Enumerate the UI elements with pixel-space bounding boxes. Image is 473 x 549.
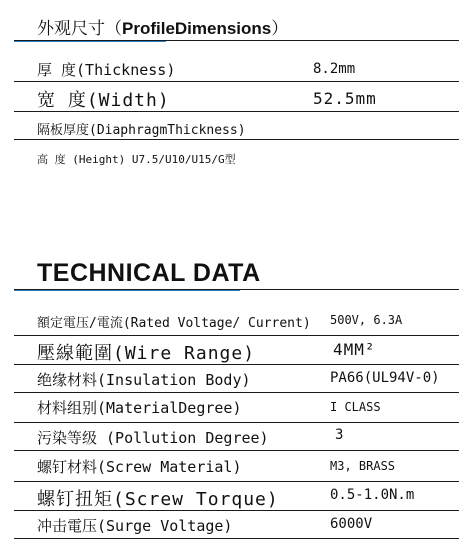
wire-range-value: 4MM²	[333, 340, 376, 359]
surge-voltage-label: 冲击電压(Surge Voltage)	[37, 517, 233, 535]
insulation-body-label: 绝缘材料(Insulation Body)	[37, 371, 251, 389]
rated-voltage-value: 500V, 6.3A	[330, 313, 403, 327]
screw-material-value: M3, BRASS	[330, 459, 396, 473]
screw-material-label: 螺钉材料(Screw Material)	[37, 458, 242, 476]
wire-range-label: 壓線範圍(Wire Range)	[37, 343, 256, 364]
thickness-label: 厚 度(Thickness)	[37, 61, 176, 79]
pollution-degree-value: 3	[335, 427, 344, 443]
profile-title-en: ProfileDimensions	[122, 19, 272, 38]
surge-voltage-value: 6000V	[330, 516, 373, 532]
row-divider	[14, 481, 459, 482]
material-degree-value: I CLASS	[330, 400, 381, 414]
profile-title-cn: 外观尺寸	[37, 19, 105, 39]
width-label: 宽 度(Width)	[37, 90, 170, 111]
diaphragm-thickness-label: 隔板厚度(DiaphragmThickness)	[37, 123, 246, 138]
thickness-value: 8.2mm	[313, 61, 356, 77]
screw-torque-value: 0.5-1.0N.m	[330, 487, 415, 503]
rated-voltage-label: 額定電压/電流(Rated Voltage/ Current)	[37, 316, 311, 331]
height-label: 高 度 (Height) U7.5/U10/U15/G型	[37, 153, 236, 166]
row-divider	[14, 422, 459, 423]
insulation-body-value: PA66(UL94V-0)	[330, 370, 440, 386]
technical-title-rule	[14, 289, 459, 290]
material-degree-label: 材料组别(MaterialDegree)	[37, 399, 242, 417]
width-value: 52.5mm	[313, 89, 377, 108]
row-divider	[14, 364, 459, 365]
technical-section-title: TECHNICAL DATA	[37, 259, 261, 287]
row-divider	[14, 335, 459, 336]
screw-torque-label: 螺钉扭矩(Screw Torque)	[37, 489, 279, 510]
row-divider	[14, 139, 459, 140]
row-divider	[14, 510, 459, 511]
pollution-degree-label: 污染等级 (Pollution Degree)	[37, 429, 269, 447]
row-divider	[14, 81, 459, 82]
row-divider	[14, 392, 459, 393]
row-divider	[14, 111, 459, 112]
profile-section-title: 外观尺寸（ProfileDimensions）	[37, 19, 289, 39]
profile-title-rule	[14, 40, 459, 41]
row-divider	[14, 450, 459, 451]
row-divider	[14, 538, 459, 539]
